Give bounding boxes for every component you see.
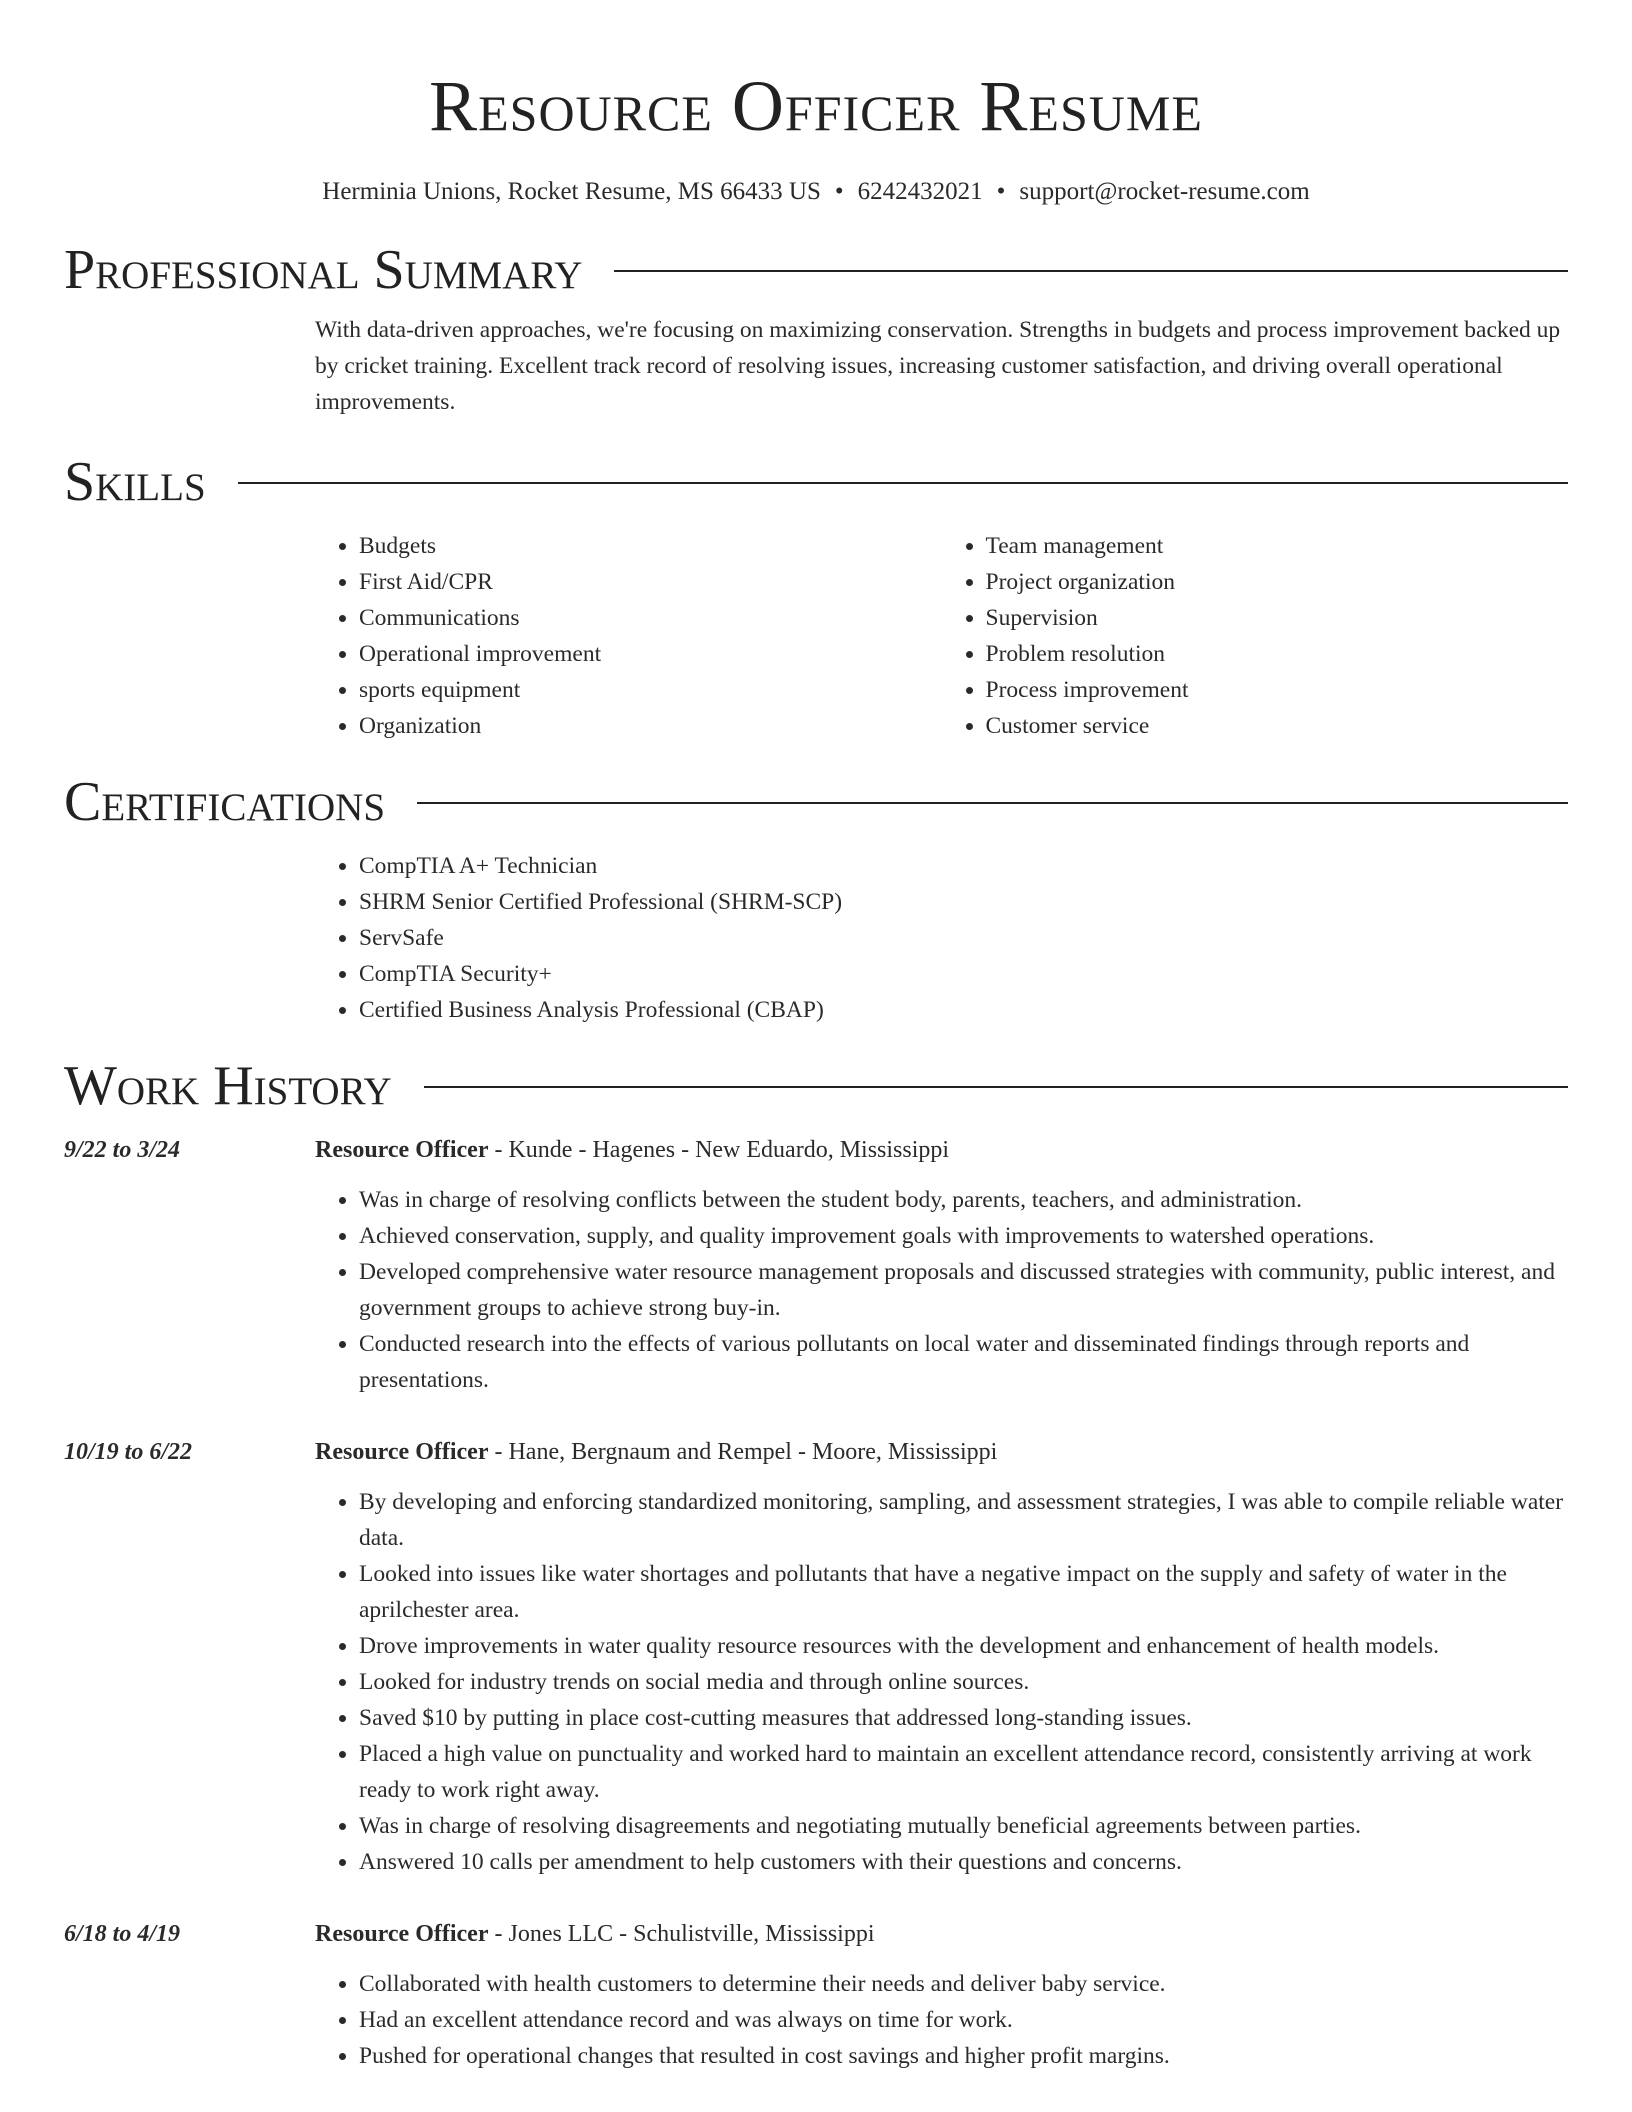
skill-item: • First Aid/CPR bbox=[359, 564, 942, 600]
summary-text: With data-driven approaches, we're focusing on maximizing conservation. Strengths in budgets and process improvement backed up by cricket training. Excellent track record of resolving issues, increasing customer satisfaction, and driving overall operational improvements. bbox=[315, 317, 1561, 415]
job-dates: 6/18 to 4/19 bbox=[64, 1921, 181, 1947]
job-title: Resource Officer bbox=[315, 1137, 489, 1163]
job-title: Resource Officer bbox=[315, 1439, 489, 1465]
certifications-section bbox=[315, 848, 1568, 1028]
job-bullet: • By developing and enforcing standardized monitoring, sampling, and assessment strategies, I was able to compile reliable water data. bbox=[359, 1484, 1568, 1556]
skill-item: • Project organization bbox=[986, 564, 1569, 600]
skill-item: • Team management bbox=[986, 528, 1569, 564]
job-header bbox=[64, 1434, 1568, 1470]
skill-item: • Operational improvement bbox=[359, 636, 942, 672]
job-bullets bbox=[315, 1484, 1568, 1880]
job-bullet: • Developed comprehensive water resource management proposals and discussed strategies with community, public interest, and government groups to achieve strong buy-in. bbox=[359, 1254, 1568, 1326]
job-bullet: • Was in charge of resolving conflicts between the student body, parents, teachers, and administration. bbox=[359, 1182, 1568, 1218]
job-dates: 10/19 to 6/22 bbox=[64, 1439, 193, 1465]
skills-heading-row bbox=[64, 450, 1568, 514]
contact-phone: 6242432021 bbox=[857, 178, 983, 205]
resume-page bbox=[64, 0, 1568, 2074]
job-employer: - Kunde - Hagenes - New Eduardo, Mississippi bbox=[488, 1137, 950, 1163]
skills-list-left bbox=[315, 528, 942, 744]
skill-item: • Supervision bbox=[986, 600, 1569, 636]
skills-list-right bbox=[942, 528, 1569, 744]
job-bullets bbox=[315, 1182, 1568, 1398]
summary-section bbox=[315, 312, 1568, 420]
contact-line bbox=[64, 176, 1568, 208]
skill-item: • Budgets bbox=[359, 528, 942, 564]
job-title-line bbox=[315, 1434, 997, 1470]
job-bullets bbox=[315, 1966, 1568, 2074]
skill-item: • Problem resolution bbox=[986, 636, 1569, 672]
job-bullet: • Answered 10 calls per amendment to help customers with their questions and concerns. bbox=[359, 1844, 1568, 1880]
job-details bbox=[315, 1966, 1568, 2074]
job-bullet: • Conducted research into the effects of various pollutants on local water and disseminated findings through reports and presentations. bbox=[359, 1326, 1568, 1398]
section-divider bbox=[424, 1086, 1568, 1088]
job-header bbox=[64, 1916, 1568, 1952]
skill-item: • Customer service bbox=[986, 708, 1569, 744]
job-entry bbox=[64, 1132, 1568, 1398]
job-title-line bbox=[315, 1132, 949, 1168]
work-history-section bbox=[64, 1132, 1568, 2074]
job-dates: 9/22 to 3/24 bbox=[64, 1137, 181, 1163]
job-employer: - Hane, Bergnaum and Rempel - Moore, Mississippi bbox=[488, 1439, 998, 1465]
job-title-line bbox=[315, 1916, 875, 1952]
certifications-heading: Certifications bbox=[64, 771, 386, 833]
skills-heading: Skills bbox=[64, 451, 206, 513]
job-bullet: • Achieved conservation, supply, and quality improvement goals with improvements to watershed operations. bbox=[359, 1218, 1568, 1254]
job-entry bbox=[64, 1916, 1568, 2074]
job-title: Resource Officer bbox=[315, 1921, 489, 1947]
job-header bbox=[64, 1132, 1568, 1168]
job-entry bbox=[64, 1434, 1568, 1880]
resume-title: Resource Officer Resume bbox=[429, 66, 1203, 146]
job-bullet: • Was in charge of resolving disagreements and negotiating mutually beneficial agreements between parties. bbox=[359, 1808, 1568, 1844]
job-bullet: • Drove improvements in water quality resource resources with the development and enhancement of health models. bbox=[359, 1628, 1568, 1664]
job-details bbox=[315, 1484, 1568, 1880]
summary-heading-row bbox=[64, 238, 1568, 302]
section-divider bbox=[614, 270, 1568, 272]
skill-item: • sports equipment bbox=[359, 672, 942, 708]
job-bullet: • Saved $10 by putting in place cost-cutting measures that addressed long-standing issues. bbox=[359, 1700, 1568, 1736]
section-divider bbox=[238, 482, 1568, 484]
section-divider bbox=[417, 802, 1568, 804]
job-bullet: • Pushed for operational changes that resulted in cost savings and higher profit margins. bbox=[359, 2038, 1568, 2074]
contact-email: support@rocket-resume.com bbox=[1019, 178, 1310, 205]
separator-dot: • bbox=[834, 178, 844, 205]
job-bullet: • Looked for industry trends on social media and through online sources. bbox=[359, 1664, 1568, 1700]
contact-address: Herminia Unions, Rocket Resume, MS 66433 US bbox=[322, 178, 821, 205]
skill-item: • Process improvement bbox=[986, 672, 1569, 708]
skill-item: • Communications bbox=[359, 600, 942, 636]
job-details bbox=[315, 1182, 1568, 1398]
certification-item: • CompTIA Security+ bbox=[359, 956, 1568, 992]
job-bullet: • Had an excellent attendance record and was always on time for work. bbox=[359, 2002, 1568, 2038]
job-bullet: • Looked into issues like water shortages and pollutants that have a negative impact on the supply and safety of water in the aprilchester area. bbox=[359, 1556, 1568, 1628]
skill-item: • Organization bbox=[359, 708, 942, 744]
certification-item: • SHRM Senior Certified Professional (SHRM-SCP) bbox=[359, 884, 1568, 920]
certification-item: • Certified Business Analysis Professional (CBAP) bbox=[359, 992, 1568, 1028]
certifications-heading-row bbox=[64, 770, 1568, 834]
certification-item: • ServSafe bbox=[359, 920, 1568, 956]
skills-section bbox=[315, 528, 1568, 744]
certification-item: • CompTIA A+ Technician bbox=[359, 848, 1568, 884]
summary-heading: Professional Summary bbox=[64, 239, 583, 301]
job-employer: - Jones LLC - Schulistville, Mississippi bbox=[488, 1921, 875, 1947]
certifications-list bbox=[315, 848, 1568, 1028]
job-bullet: • Placed a high value on punctuality and worked hard to maintain an excellent attendance record, consistently arriving at work ready to work right away. bbox=[359, 1736, 1568, 1808]
work-heading: Work History bbox=[64, 1055, 392, 1117]
separator-dot: • bbox=[996, 178, 1006, 205]
work-heading-row bbox=[64, 1054, 1568, 1118]
job-bullet: • Collaborated with health customers to determine their needs and deliver baby service. bbox=[359, 1966, 1568, 2002]
